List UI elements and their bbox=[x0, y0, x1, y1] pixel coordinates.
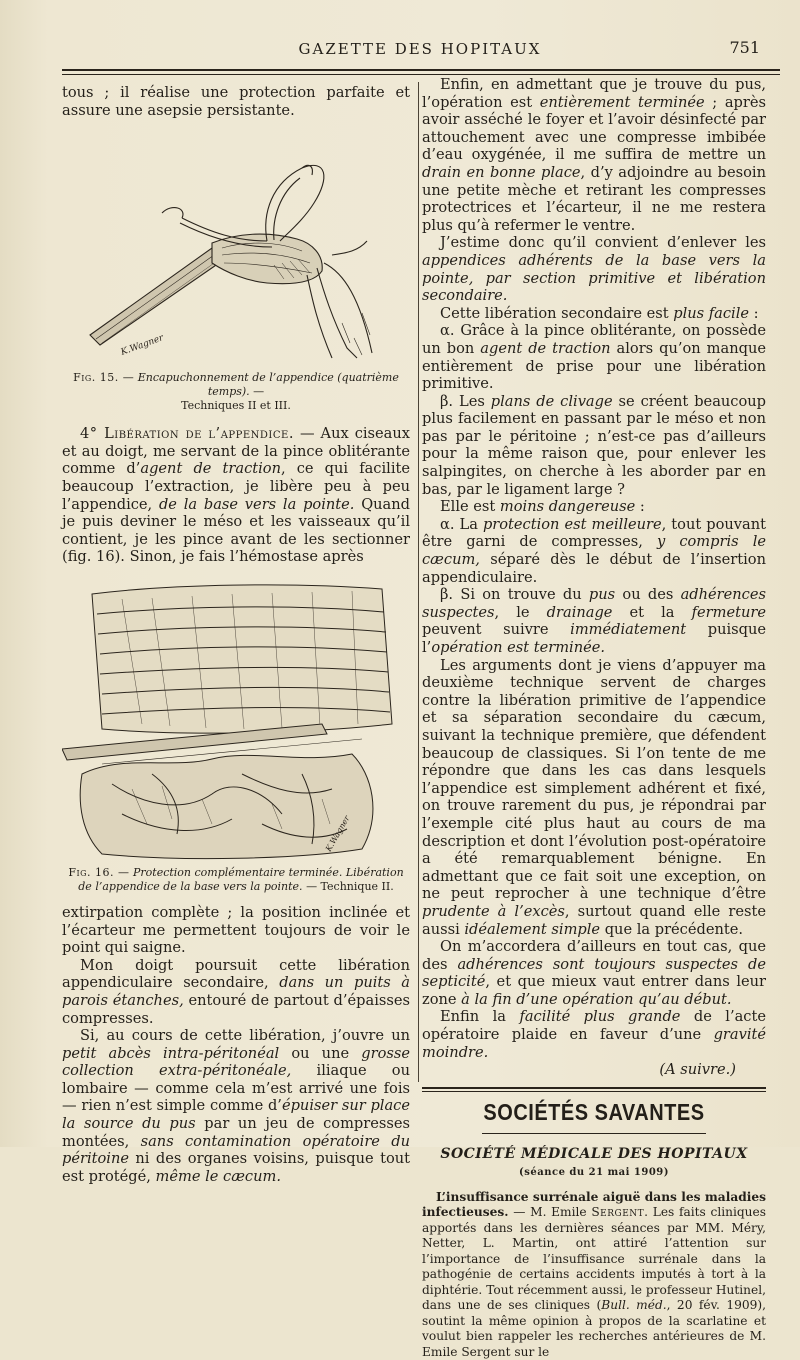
figure-15 bbox=[62, 123, 410, 368]
paragraph-alpha-1 bbox=[422, 322, 766, 392]
paragraph-insuffisance bbox=[422, 1190, 766, 1360]
text-span: , tout pouvant être garni de compresses, bbox=[422, 515, 766, 551]
emphasis: protection est meilleure bbox=[482, 515, 662, 533]
author-name: Sergent bbox=[591, 1205, 645, 1220]
section-rule-top-thin bbox=[422, 1091, 766, 1092]
paragraph-abces bbox=[62, 1027, 410, 1185]
paragraph-plus-facile bbox=[422, 305, 766, 323]
paragraph-intro: tous ; il réalise une protection parfaite et assure une asepsie persistante. bbox=[62, 84, 410, 119]
emphasis: grosse collection extra-péritonéale, bbox=[62, 1044, 410, 1080]
text-span: Mon doigt poursuit cette libération appendiculaire secondaire, bbox=[62, 956, 410, 992]
text-span: — Aux ciseaux et au doigt, me servant de la pince oblitérante comme d’ bbox=[62, 425, 410, 478]
emphasis: drain en bonne place bbox=[422, 163, 581, 181]
text-span: Enfin la bbox=[440, 1008, 520, 1026]
emphasis: facilité plus grande bbox=[519, 1008, 681, 1026]
paragraph-beta-2 bbox=[422, 586, 766, 656]
figure-16-illustration bbox=[62, 574, 410, 864]
figure-15-label: Fig. 15. — bbox=[73, 371, 135, 385]
emphasis: même le cæcum. bbox=[155, 1167, 281, 1185]
text-span: , d’y adjoindre au besoin une petite mèche et retirant les compresses protectrices et l’écarteur, il ne me restera plus qu’à refermer le ventre. bbox=[422, 163, 766, 234]
emphasis: à la fin d’une opération qu’au début. bbox=[461, 990, 732, 1008]
text-span: Enfin, en admettant que je trouve du pus, l’opération est bbox=[422, 76, 766, 111]
text-span: ou des bbox=[615, 586, 681, 604]
text-span: β. Si on trouve du bbox=[440, 586, 589, 604]
text-span: par un jeu de compresses montées, bbox=[62, 1115, 410, 1150]
column-divider bbox=[418, 82, 419, 1082]
figure-15-illustration bbox=[62, 123, 410, 368]
section-title: SOCIÉTÉS SAVANTES bbox=[483, 1100, 705, 1126]
text-span: α. La bbox=[440, 515, 483, 533]
header-rule-thin bbox=[62, 74, 780, 75]
header-rule bbox=[62, 69, 780, 71]
text-span: . Les faits cliniques apportés dans les dernières séances par MM. Méry, Netter, L. Martin, ont attiré l’attention sur l’importance de l’insuffisance surrénale dans la pathogénie de certains accidents imputés à tort à la diphtérie. Tout récemment aussi, le professeur Hutinel, dans une de ses cliniques ( bbox=[422, 1205, 766, 1313]
emphasis: idéalement simple bbox=[464, 920, 601, 938]
paragraph-facilite bbox=[422, 1008, 766, 1061]
emphasis: (A suivre.) bbox=[659, 1061, 736, 1079]
paragraph-extirpation: extirpation complète ; la position inclinée et l’écarteur me permettent toujours de voir le point qui saigne. bbox=[62, 903, 410, 957]
paragraph-enfin bbox=[422, 76, 766, 234]
emphasis: agent de traction bbox=[140, 460, 281, 478]
paragraph-moins-dangereuse bbox=[422, 498, 766, 516]
figure-16 bbox=[62, 574, 410, 864]
figure-16-label: Fig. 16. — bbox=[68, 865, 130, 879]
emphasis: de la base vers la pointe. bbox=[158, 495, 355, 513]
paragraph-doigt bbox=[62, 957, 410, 1027]
text-span: Les arguments dont je viens d’appuyer ma deuxième technique servent de charges contre la libération primitive de l’appendice et sa séparation secondaire du cæcum, suivant la technique première, que défendent beaucoup de classiques. Si l’on tente de me répondre que dans les cas dans lesquels l’appendice est simplement adhérent et fixé, on trouve rarement du pus, je répondrai par l’exemple cité plus haut au cours de ma description et dont l’évolution post-opératoire a été remarquablement bénigne. En admettant que ce fait soit une exception, on ne peut reprocher à une technique d’être bbox=[422, 656, 766, 903]
text-span: Elle est bbox=[440, 498, 500, 516]
section-rule-mid bbox=[482, 1133, 706, 1134]
emphasis: adhérences suspectes bbox=[422, 586, 766, 621]
text-span: alors qu’on manque entièrement de prise pour une libération primitive. bbox=[422, 339, 766, 393]
figure-16-signature: K.Wagner bbox=[323, 814, 352, 853]
emphasis: plans de clivage bbox=[490, 392, 613, 410]
text-span: entouré de partout d’épaisses compresses. bbox=[62, 991, 410, 1027]
figure-16-caption bbox=[62, 866, 410, 894]
text-span: se créent beaucoup plus facilement en passant par le méso et non pas par le péritoine ; n’est-ce pas d’ailleurs pour la même raison que, pour enlever les salpingites, on cherche à les aborder par en bas, par le ligament large ? bbox=[422, 392, 766, 498]
text-span: : bbox=[749, 304, 759, 322]
paragraph-beta-1 bbox=[422, 393, 766, 499]
left-column bbox=[62, 84, 410, 1185]
text-span: α. Grâce à la pince oblitérante, on possède un bon bbox=[422, 322, 766, 357]
text-span: séparé dès le début de l’insertion appendiculaire. bbox=[422, 551, 766, 586]
text-span: On m’accordera d’ailleurs en tout cas, que des bbox=[422, 938, 766, 973]
text-span: ni des organes voisins, puisque tout est protégé, bbox=[62, 1150, 410, 1185]
emphasis: entièrement terminée bbox=[539, 93, 705, 111]
text-span: iliaque ou lombaire — comme cela m’est arrivé une fois — rien n’est simple comme d’ bbox=[62, 1062, 410, 1115]
text-span: Cette libération secondaire est bbox=[440, 304, 674, 322]
emphasis: fermeture bbox=[691, 603, 766, 621]
figure-16-technique: — Technique II. bbox=[306, 879, 394, 893]
text-span: : bbox=[635, 498, 645, 516]
text-span: ; après avoir asséché le foyer et l’avoir désinfecté par attouchement avec une compresse imbibée d’eau oxygénée, il me suffira de mettre un bbox=[422, 93, 767, 164]
emphasis: sans contamination opératoire du péritoine bbox=[62, 1132, 410, 1168]
paragraph-arguments bbox=[422, 657, 766, 939]
emphasis: drainage bbox=[546, 603, 613, 621]
paragraph-liberation bbox=[62, 425, 410, 566]
text-span: et la bbox=[612, 603, 692, 621]
emphasis: dans un puits à parois étanches, bbox=[62, 974, 411, 1009]
figure-15-techniques: Techniques II et III. bbox=[181, 399, 291, 413]
figure-15-caption: Fig. 15. — Encapuchonnement de l’appendice (quatrième temps). — Techniques II et III. bbox=[73, 371, 399, 413]
a-suivre bbox=[422, 1061, 766, 1079]
emphasis: épuiser sur place la source du pus bbox=[62, 1097, 410, 1133]
emphasis: pus bbox=[588, 586, 616, 604]
article-heading: L’insuffisance surrénale aiguë dans les maladies infectieuses. bbox=[422, 1189, 766, 1220]
text-span: β. Les bbox=[440, 392, 491, 410]
emphasis: y compris le cæcum, bbox=[422, 533, 767, 569]
text-span: , et que mieux vaut entrer dans leur zone bbox=[422, 973, 766, 1008]
text-span: J’estime donc qu’il convient d’enlever les bbox=[440, 234, 766, 252]
figure-15-signature: K.Wagner bbox=[119, 333, 165, 359]
text-span: que la précédente. bbox=[600, 920, 744, 938]
emphasis: opération est terminée. bbox=[431, 639, 606, 656]
emphasis: immédiatement bbox=[570, 621, 687, 639]
emphasis: prudente à l’excès bbox=[422, 902, 565, 920]
paragraph-alpha-2 bbox=[422, 516, 766, 586]
seance-date: (séance du 21 mai 1909) bbox=[519, 1166, 669, 1178]
emphasis: agent de traction bbox=[480, 339, 611, 357]
paragraph-accordera bbox=[422, 938, 766, 1008]
figure-16-title: Protection complémentaire terminée. Libération de l’appendice de la base vers la pointe. bbox=[78, 865, 404, 893]
emphasis: gravité moindre. bbox=[422, 1026, 766, 1061]
text-span: — M. Emile bbox=[508, 1205, 592, 1220]
text-span: ou une bbox=[279, 1044, 362, 1062]
journal-title: GAZETTE DES HOPITAUX bbox=[298, 40, 542, 58]
page-number: 751 bbox=[729, 38, 760, 57]
text-span: Si, au cours de cette libération, j’ouvre un bbox=[80, 1027, 410, 1045]
liberation-heading: 4° Libération de l’appendice. bbox=[80, 425, 294, 443]
text-span: , ce qui facilite beaucoup l’extraction, je libère peu à peu l’appendice, bbox=[62, 460, 410, 513]
paragraph-estime bbox=[422, 234, 766, 304]
emphasis: appendices adhérents de la base vers la pointe, par section primitive et libération secondaire. bbox=[422, 251, 766, 305]
society-title: SOCIÉTÉ MÉDICALE DES HOPITAUX bbox=[440, 1145, 748, 1162]
emphasis: plus facile bbox=[673, 304, 750, 322]
emphasis: moins dangereuse bbox=[499, 498, 636, 516]
text-span: de l’acte opératoire plaide en faveur d’une bbox=[422, 1008, 766, 1044]
text-span: , surtout quand elle reste aussi bbox=[422, 902, 766, 938]
section-rule-top bbox=[422, 1087, 766, 1089]
text-span: Quand je puis deviner le méso et les vaisseaux qu’il contient, je les pince avant de les sectionner (fig. 16). Sinon, je fais l’hémostase après bbox=[62, 495, 411, 566]
emphasis: Bull. méd. bbox=[601, 1298, 667, 1313]
emphasis: petit abcès intra-péritonéal bbox=[62, 1044, 280, 1062]
text-span: , le bbox=[494, 603, 547, 621]
text-span: puisque l’ bbox=[422, 621, 766, 656]
text-span: , 20 fév. 1909), soutint la même opinion à propos de la scarlatine et voulut bien rappeler les recherches antérieures de M. Emile Sergent sur le bbox=[422, 1298, 767, 1359]
figure-15-title: Encapuchonnement de l’appendice (quatrième temps). bbox=[137, 371, 399, 399]
emphasis: adhérences sont toujours suspectes de septicité bbox=[422, 955, 766, 991]
right-column bbox=[422, 76, 766, 1360]
text-span: peuvent suivre bbox=[422, 621, 571, 639]
running-head bbox=[0, 40, 800, 60]
